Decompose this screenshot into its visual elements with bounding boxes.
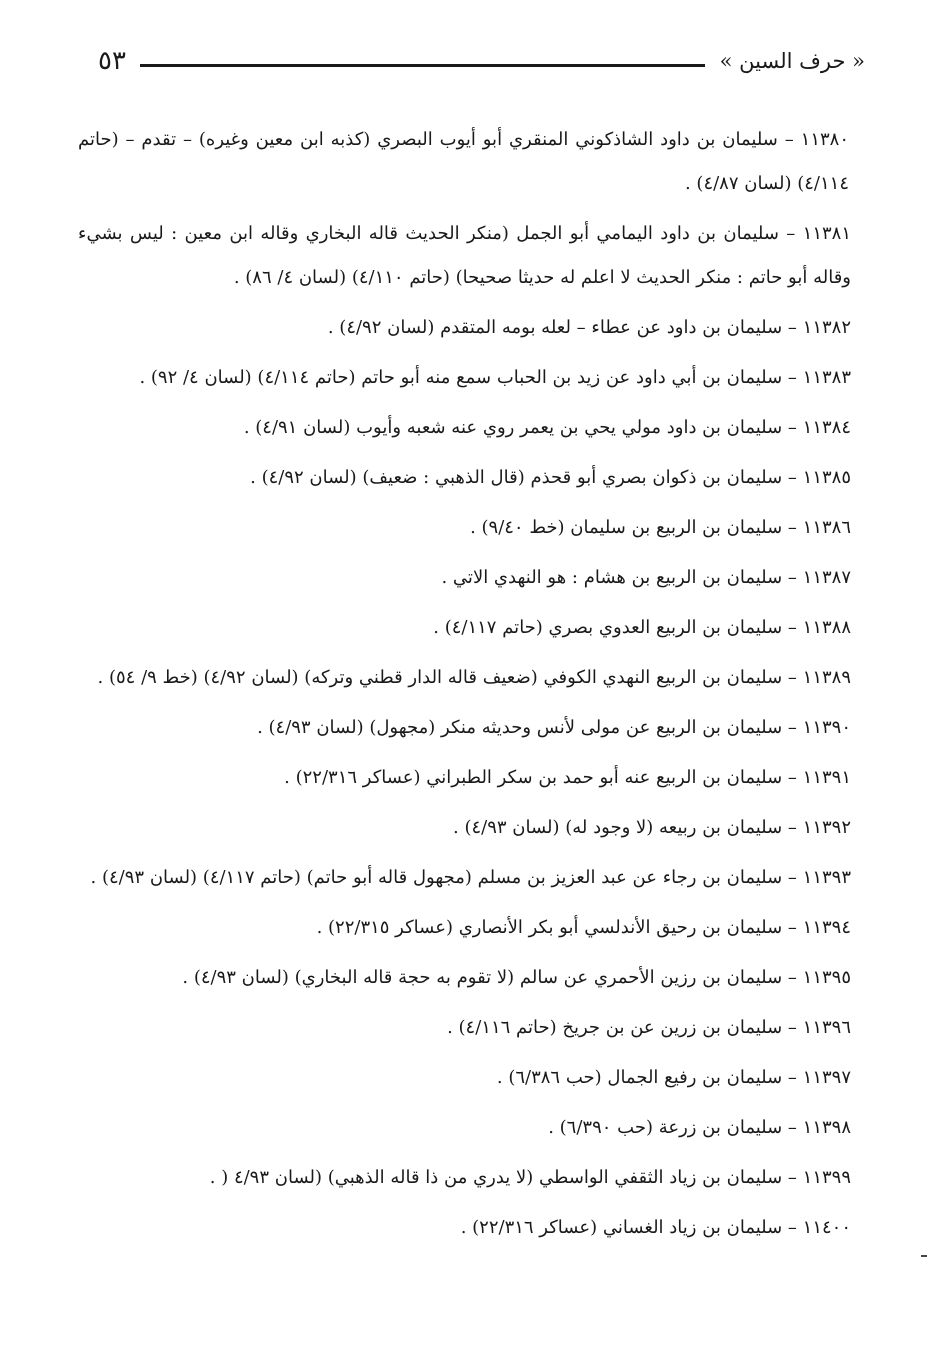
entry-11388: ١١٣٨٨ – سليمان بن الربيع العدوي بصري (حاتم ٤/١١٧) . [433, 617, 851, 638]
entry-11398: ١١٣٩٨ – سليمان بن زرعة (حب ٦/٣٩٠) . [548, 1117, 851, 1138]
entry-11392: ١١٣٩٢ – سليمان بن ربيعه (لا وجود له) (لسان ٤/٩٣) . [453, 817, 851, 838]
entry-11384: ١١٣٨٤ – سليمان بن داود مولي يحي بن يعمر روي عنه شعبه وأيوب (لسان ٤/٩١) . [243, 417, 851, 438]
entry-11395: ١١٣٩٥ – سليمان بن رزين الأحمري عن سالم (لا تقوم به حجة قاله البخاري) (لسان ٤/٩٣) . [182, 967, 851, 988]
entry-11383: ١١٣٨٣ – سليمان بن أبي داود عن زيد بن الحباب سمع منه أبو حاتم (حاتم ٤/١١٤) (لسان ٤/ ٩٢) . [139, 367, 851, 388]
entry-11385: ١١٣٨٥ – سليمان بن ذكوان بصري أبو قحذم (قال الذهبي : ضعيف) (لسان ٤/٩٢) . [250, 467, 851, 488]
entry-11381: ١١٣٨١ – سليمان بن داود اليمامي أبو الجمل (منكر الحديث قاله البخاري وقاله ابن معين : ليس بشيء وقاله أبو حاتم : منكر الحديث لا اعلم له حديثا صحيحا) (حاتم ٤/١١٠) (لسان ٤/ ٨٦) . [78, 223, 851, 288]
entry-11396: ١١٣٩٦ – سليمان بن زرين عن بن جريخ (حاتم ٤/١١٦) . [447, 1017, 851, 1038]
entry-11393: ١١٣٩٣ – سليمان بن رجاء عن عبد العزيز بن مسلم (مجهول قاله أبو حاتم) (حاتم ٤/١١٧) (لسان ٤/٩٣) . [90, 867, 851, 888]
entry-11387: ١١٣٨٧ – سليمان بن الربيع بن هشام : هو النهدي الاتي . [441, 567, 851, 588]
page-number: ٥٣ [98, 46, 126, 76]
entry-11391: ١١٣٩١ – سليمان بن الربيع عنه أبو حمد بن سكر الطبراني (عساكر ٢٢/٣١٦) . [284, 767, 851, 788]
entry-11389: ١١٣٨٩ – سليمان بن الربيع النهدي الكوفي (ضعيف قاله الدار قطني وتركه) (لسان ٤/٩٢) (خط ٩/ ٥٤) . [97, 667, 851, 688]
entry-11399: ١١٣٩٩ – سليمان بن زياد الثقفي الواسطي (لا يدري من ذا قاله الذهبي) (لسان ٤/٩٣ ( . [209, 1167, 851, 1188]
page-header [90, 46, 865, 86]
entry-11390: ١١٣٩٠ – سليمان بن الربيع عن مولى لأنس وحديثه منكر (مجهول) (لسان ٤/٩٣) . [257, 717, 851, 738]
chapter-title: « حرف السين » [719, 49, 865, 73]
margin-mark [921, 1255, 927, 1257]
entry-11397: ١١٣٩٧ – سليمان بن رفيع الجمال (حب ٦/٣٨٦) . [496, 1067, 851, 1088]
entry-11386: ١١٣٨٦ – سليمان بن الربيع بن سليمان (خط ٩/٤٠) . [470, 517, 851, 538]
entry-11380: ١١٣٨٠ – سليمان بن داود الشاذكوني المنقري أبو أيوب البصري (كذبه ابن معين وغيره) – تقدم – (حاتم ٤/١١٤) (لسان ٤/٨٧) . [78, 129, 849, 194]
entry-list [78, 118, 855, 1256]
entry-11400: ١١٤٠٠ – سليمان بن زياد الغساني (عساكر ٢٢/٣١٦) . [460, 1217, 851, 1238]
entry-11382: ١١٣٨٢ – سليمان بن داود عن عطاء – لعله بومه المتقدم (لسان ٤/٩٢) . [327, 317, 851, 338]
header-rule [140, 64, 705, 67]
entry-11394: ١١٣٩٤ – سليمان بن رحيق الأندلسي أبو بكر الأنصاري (عساكر ٢٢/٣١٥) . [316, 917, 851, 938]
